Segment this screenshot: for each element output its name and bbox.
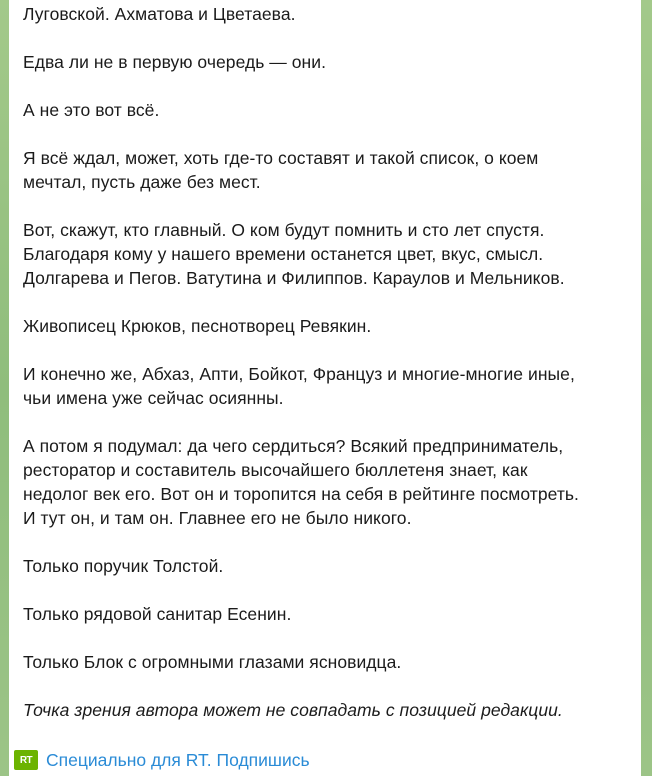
message-line: Только рядовой санитар Есенин. xyxy=(23,604,292,624)
message-paragraph xyxy=(23,602,631,626)
rt-logo-icon: RT xyxy=(14,750,38,770)
message-line: Благодаря кому у нашего времени останется цвет, вкус, смысл. xyxy=(23,244,544,264)
message-line: ресторатор и составитель высочайшего бюллетеня знает, как xyxy=(23,460,528,480)
message-paragraph xyxy=(23,2,631,26)
message-line: Только поручик Толстой. xyxy=(23,556,224,576)
message-line: недолог век его. Вот он и торопится на себя в рейтинге посмотреть. xyxy=(23,484,579,504)
message-line: И тут он, и там он. Главнее его не было никого. xyxy=(23,508,412,528)
message-text xyxy=(23,2,631,746)
message-paragraph xyxy=(23,362,631,410)
message-paragraph xyxy=(23,218,631,290)
message-line: И конечно же, Абхаз, Апти, Бойкот, Француз и многие-многие иные, xyxy=(23,364,575,384)
disclaimer-text: Точка зрения автора может не совпадать с позицией редакции. xyxy=(23,700,563,720)
message-line: Живописец Крюков, песнотворец Ревякин. xyxy=(23,316,372,336)
message-paragraph xyxy=(23,146,631,194)
message-paragraph xyxy=(23,434,631,530)
message-line: Долгарева и Пегов. Ватутина и Филиппов. Караулов и Мельников. xyxy=(23,268,565,288)
message-line: Луговской. Ахматова и Цветаева. xyxy=(23,4,296,24)
message-line: А не это вот всё. xyxy=(23,100,160,120)
message-bubble xyxy=(9,0,641,776)
message-line: Я всё ждал, может, хоть где-то составят и такой список, о коем xyxy=(23,148,539,168)
message-footer xyxy=(14,748,310,772)
message-paragraph xyxy=(23,314,631,338)
message-paragraph xyxy=(23,650,631,674)
message-line: мечтал, пусть даже без мест. xyxy=(23,172,261,192)
message-line: А потом я подумал: да чего сердиться? Всякий предприниматель, xyxy=(23,436,564,456)
message-paragraph xyxy=(23,554,631,578)
message-line: Вот, скажут, кто главный. О ком будут помнить и сто лет спустя. xyxy=(23,220,545,240)
message-line: Только Блок с огромными глазами ясновидца. xyxy=(23,652,402,672)
message-paragraph xyxy=(23,50,631,74)
message-line: чьи имена уже сейчас осиянны. xyxy=(23,388,284,408)
message-paragraph xyxy=(23,98,631,122)
subscribe-link[interactable]: Специально для RT. Подпишись xyxy=(46,749,310,770)
message-line: Едва ли не в первую очередь — они. xyxy=(23,52,327,72)
